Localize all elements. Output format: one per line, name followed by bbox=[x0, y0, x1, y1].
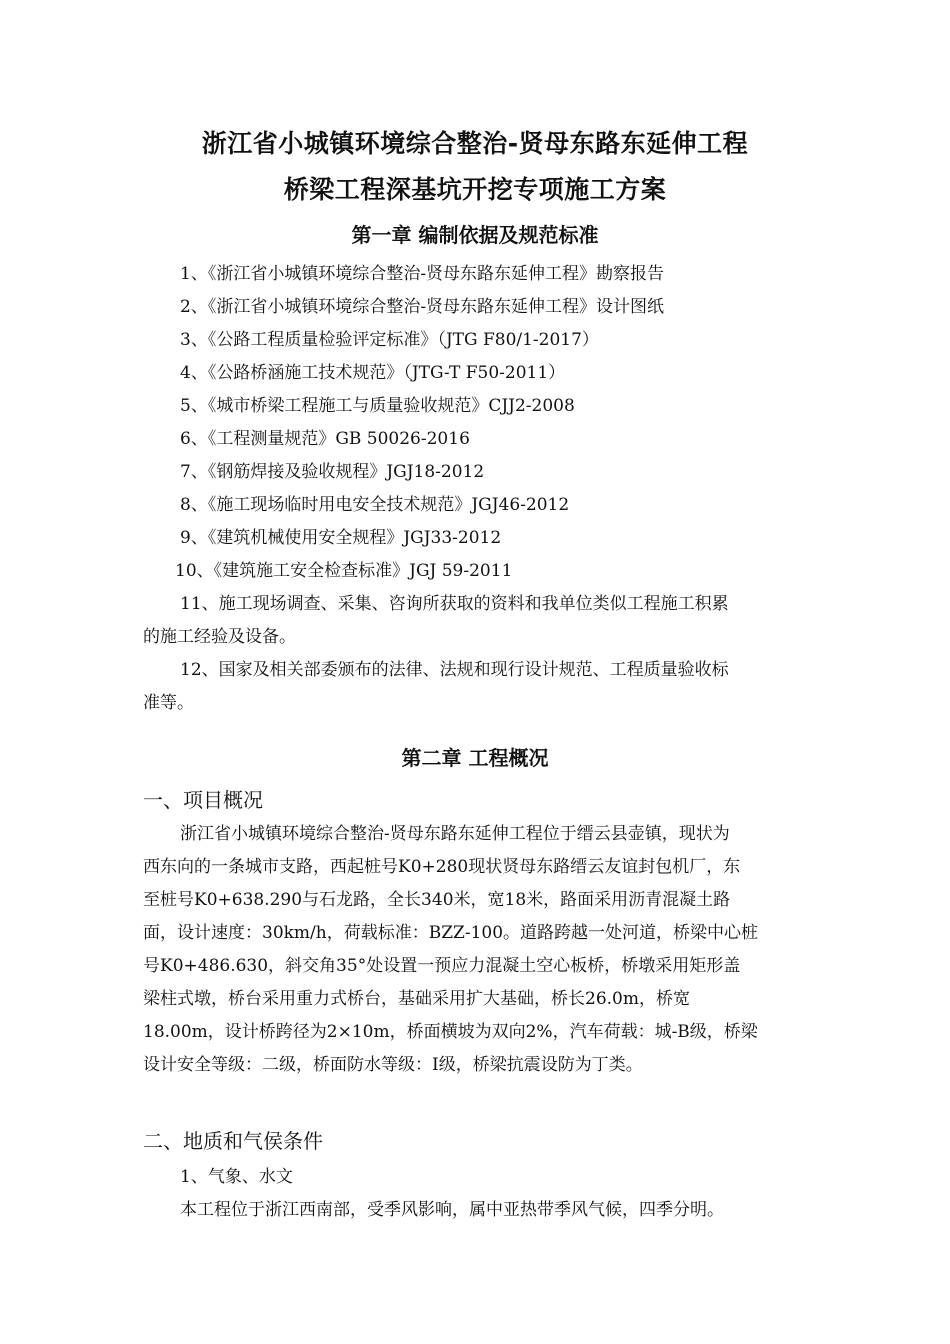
overview-line-7: 18.00m，设计桥跨径为2×10m，桥面横坡为双向2%，汽车荷载：城-B级，桥梁 bbox=[143, 1022, 758, 1042]
section1-heading: 一、项目概况 bbox=[143, 788, 263, 812]
overview-line-2: 西东向的一条城市支路，西起桩号K0+280现状贤母东路缙云友谊封包机厂，东 bbox=[143, 857, 741, 877]
reference-item-5: 5、《城市桥梁工程施工与质量验收规范》CJJ2-2008 bbox=[180, 396, 575, 416]
reference-item-7: 7、《钢筋焊接及验收规程》JGJ18-2012 bbox=[180, 462, 485, 482]
reference-item-6: 6、《工程测量规范》GB 50026-2016 bbox=[180, 429, 470, 449]
overview-line-1: 浙江省小城镇环境综合整治-贤母东路东延伸工程位于缙云县壶镇，现状为 bbox=[180, 824, 730, 844]
document-title-line1: 浙江省小城镇环境综合整治-贤母东路东延伸工程 bbox=[201, 129, 749, 158]
overview-line-3: 至桩号K0+638.290与石龙路，全长340米，宽18米，路面采用沥青混凝土路 bbox=[143, 890, 731, 910]
reference-item-10: 10、《建筑施工安全检查标准》JGJ 59-2011 bbox=[175, 561, 513, 581]
reference-item-11-line1: 11、施工现场调查、采集、咨询所获取的资料和我单位类似工程施工积累 bbox=[180, 594, 729, 614]
reference-item-4: 4、《公路桥涵施工技术规范》（JTG-T F50-2011） bbox=[180, 363, 566, 383]
overview-line-8: 设计安全等级：二级，桥面防水等级：Ⅰ级，桥梁抗震设防为丁类。 bbox=[143, 1055, 643, 1075]
section2-heading: 二、地质和气侯条件 bbox=[143, 1129, 323, 1153]
reference-item-1: 1、《浙江省小城镇环境综合整治-贤母东路东延伸工程》勘察报告 bbox=[180, 264, 665, 284]
overview-line-6: 梁柱式墩，桥台采用重力式桥台，基础采用扩大基础，桥长26.0m，桥宽 bbox=[143, 989, 690, 1009]
document-title-line2: 桥梁工程深基坑开挖专项施工方案 bbox=[283, 175, 667, 204]
section2-text: 本工程位于浙江西南部，受季风影响，属中亚热带季风气候，四季分明。 bbox=[180, 1200, 724, 1220]
overview-line-5: 号K0+486.630，斜交角35°处设置一预应力混凝土空心板桥，桥墩采用矩形盖 bbox=[143, 956, 741, 976]
overview-line-4: 面，设计速度：30km/h，荷载标准：BZZ-100。道路跨越一处河道，桥梁中心桩 bbox=[143, 923, 759, 943]
reference-item-8: 8、《施工现场临时用电安全技术规范》JGJ46-2012 bbox=[180, 495, 570, 515]
reference-item-12-line2: 准等。 bbox=[143, 693, 194, 713]
reference-item-12-line1: 12、国家及相关部委颁布的法律、法规和现行设计规范、工程质量验收标 bbox=[180, 660, 729, 680]
chapter2-heading: 第二章 工程概况 bbox=[401, 746, 549, 770]
reference-item-3: 3、《公路工程质量检验评定标准》（JTG F80/1-2017） bbox=[180, 330, 599, 350]
reference-item-2: 2、《浙江省小城镇环境综合整治-贤母东路东延伸工程》设计图纸 bbox=[180, 297, 665, 317]
section2-subheading: 1、气象、水文 bbox=[180, 1167, 293, 1187]
reference-item-9: 9、《建筑机械使用安全规程》JGJ33-2012 bbox=[180, 528, 502, 548]
reference-item-11-line2: 的施工经验及设备。 bbox=[143, 627, 296, 647]
chapter1-heading: 第一章 编制依据及规范标准 bbox=[351, 223, 599, 247]
